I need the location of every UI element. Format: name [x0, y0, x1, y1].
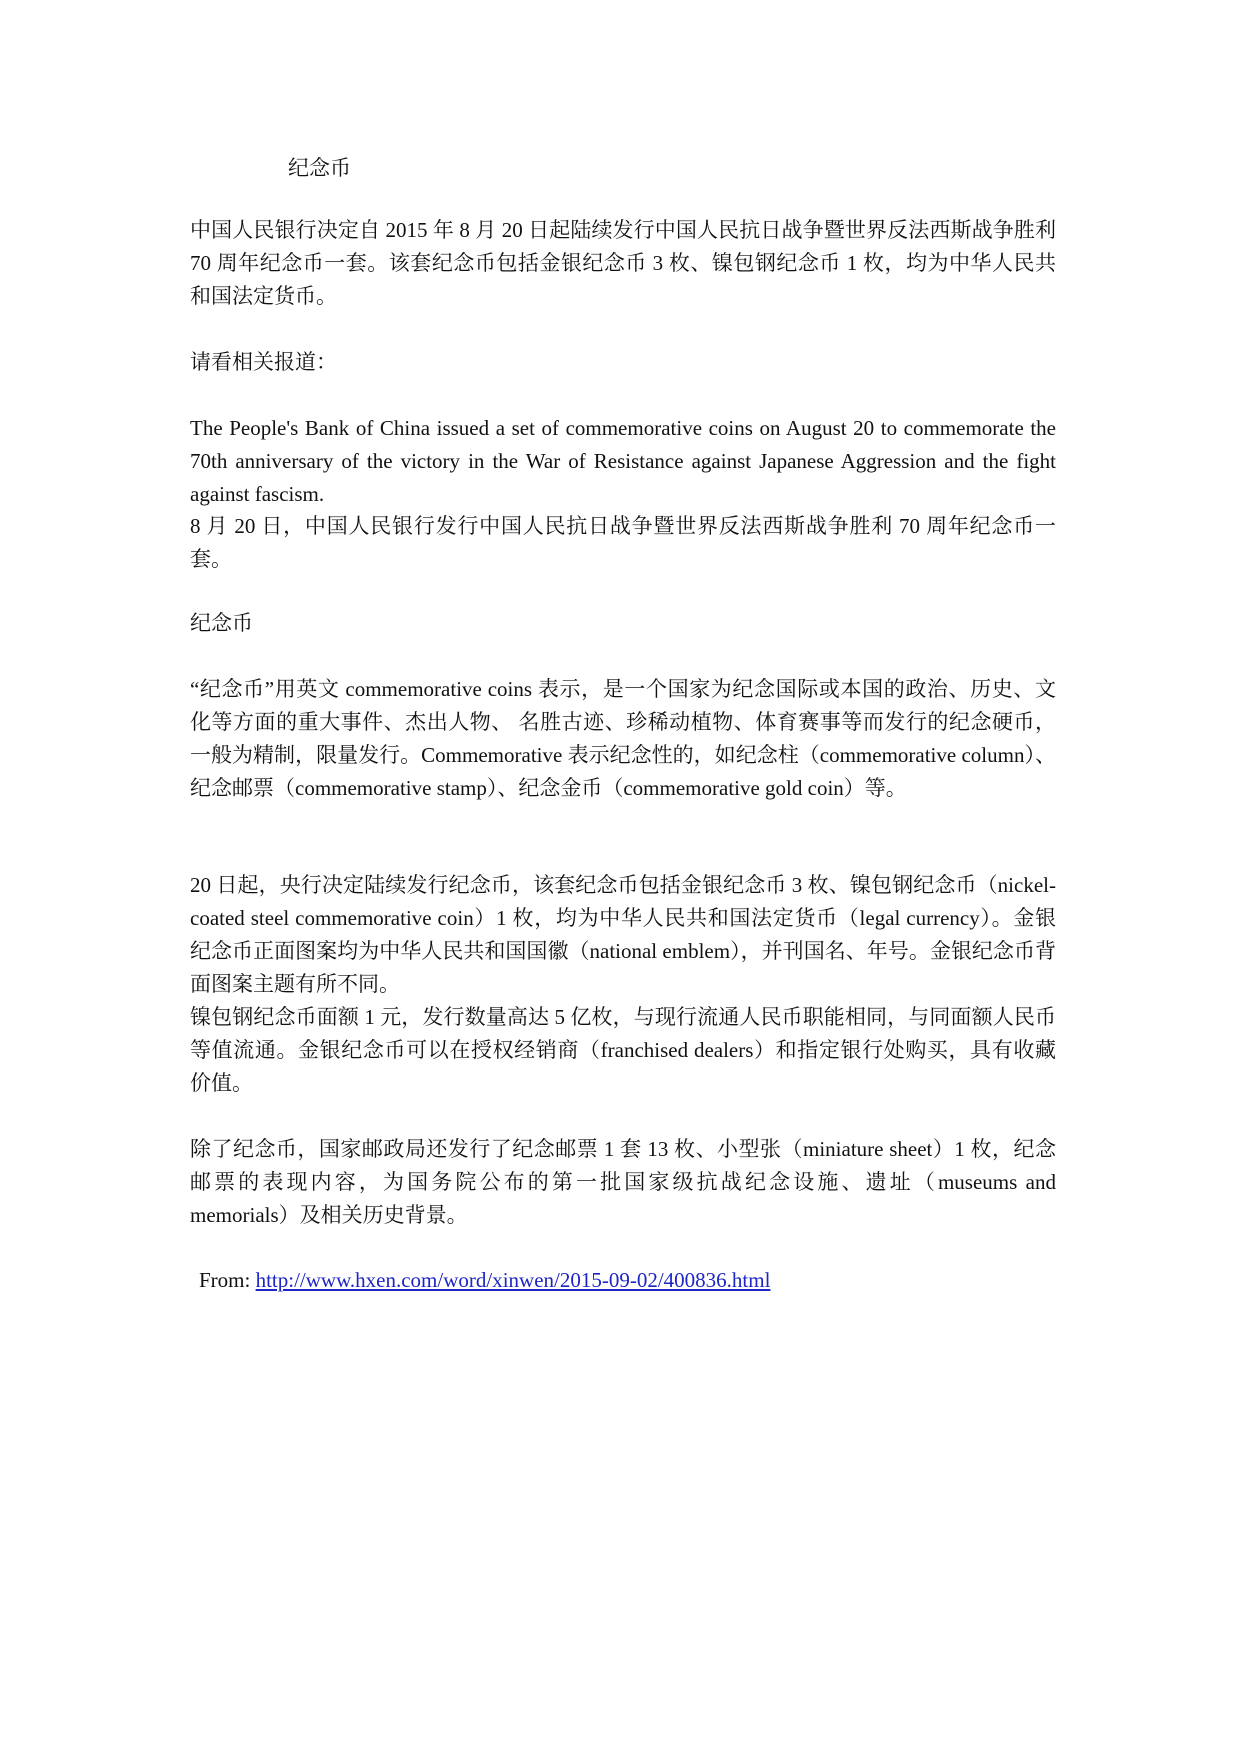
paragraph-nickel-coin: 镍包钢纪念币面额 1 元，发行数量高达 5 亿枚，与现行流通人民币职能相同，与同面额人民币等值流通。金银纪念币可以在授权经销商（franchised dealers）和指定银行处购买，具有收藏价值。 — [190, 1005, 1056, 1095]
source-line — [199, 1264, 770, 1296]
paragraph-issuance-details: 20 日起，央行决定陆续发行纪念币，该套纪念币包括金银纪念币 3 枚、镍包钢纪念币（nickel-coated steel commemorative coin）1 枚，均为中华人民共和国法定货币（legal currency）。金银纪念币正面图案均为中华人民共和国国徽（national emblem），并刊国名、年号。金银纪念币背面图案主题有所不同。 — [190, 873, 1056, 996]
paragraph-stamps: 除了纪念币，国家邮政局还发行了纪念邮票 1 套 13 枚、小型张（miniature sheet）1 枚，纪念邮票的表现内容，为国务院公布的第一批国家级抗战纪念设施、遗址（museums and memorials）及相关历史背景。 — [190, 1137, 1056, 1227]
paragraph-english-report: The People's Bank of China issued a set of commemorative coins on August 20 to commemorate the 70th anniversary of the victory in the War of Resistance against Japanese Aggression and the fight against fascism. — [190, 416, 1056, 506]
section-heading-commemorative-coin: 纪念币 — [190, 611, 253, 635]
paragraph-chinese-report: 8 月 20 日，中国人民银行发行中国人民抗日战争暨世界反法西斯战争胜利 70 周年纪念币一套。 — [190, 514, 1056, 571]
paragraph-intro: 中国人民银行决定自 2015 年 8 月 20 日起陆续发行中国人民抗日战争暨世界反法西斯战争胜利 70 周年纪念币一套。该套纪念币包括金银纪念币 3 枚、镍包钢纪念币 1 枚，均为中华人民共和国法定货币。 — [190, 218, 1056, 308]
paragraph-related-report-label: 请看相关报道： — [190, 350, 337, 374]
source-link[interactable]: http://www.hxen.com/word/xinwen/2015-09-02/400836.html — [255, 1268, 771, 1292]
document-title: 纪念币 — [288, 156, 351, 180]
paragraph-definition: “纪念币”用英文 commemorative coins 表示，是一个国家为纪念国际或本国的政治、历史、文化等方面的重大事件、杰出人物、 名胜古迹、珍稀动植物、体育赛事等而发行的纪念硬币，一般为精制，限量发行。Commemorative 表示纪念性的，如纪念柱（commemorative column）、纪念邮票（commemorative stamp）、纪念金币（commemorative gold coin）等。 — [190, 677, 1056, 800]
source-prefix: From: — [199, 1268, 256, 1292]
